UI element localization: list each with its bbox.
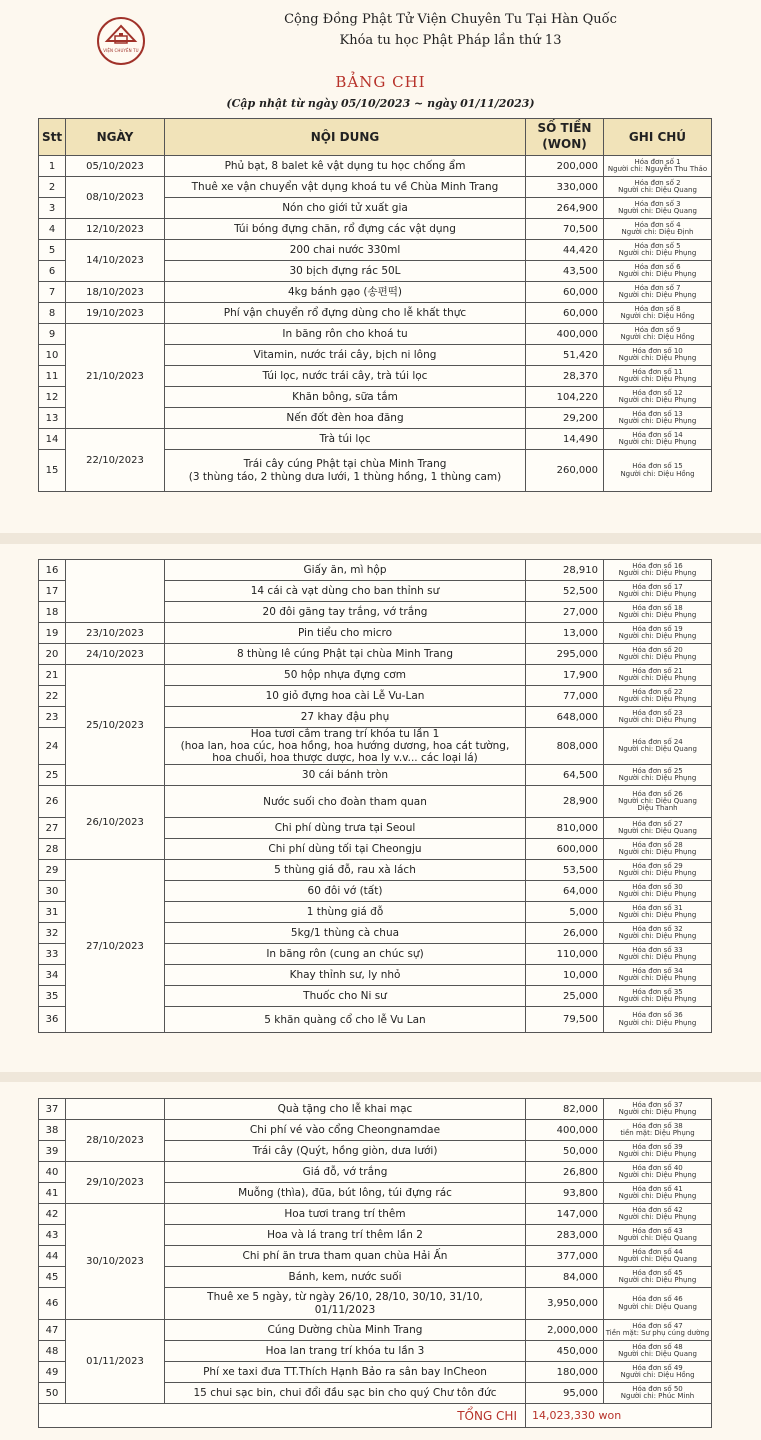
row-content: Vitamin, nước trái cây, bịch ni lông [165,345,526,366]
column-header-stt: Stt [39,119,66,156]
document-title: BẢNG CHI [335,73,426,91]
row-amount: 295,000 [526,644,604,665]
row-date: 05/10/2023 [66,156,165,177]
row-amount: 14,490 [526,429,604,450]
row-content: Túi bóng đựng chăn, rổ đựng các vật dụng [165,219,526,240]
row-note: Hóa đơn số 41 Người chi: Diệu Phụng [604,1183,712,1204]
total-row [39,1404,712,1428]
row-amount: 260,000 [526,450,604,492]
row-number: 40 [39,1162,66,1183]
table-header-row [39,119,712,156]
row-date: 19/10/2023 [66,303,165,324]
row-amount: 60,000 [526,282,604,303]
row-amount: 64,000 [526,881,604,902]
row-note: Hóa đơn số 8 Người chi: Diệu Hồng [604,303,712,324]
row-amount: 29,200 [526,408,604,429]
row-date: 24/10/2023 [66,644,165,665]
row-content: Chi phí dùng tối tại Cheongju [165,839,526,860]
row-content: 20 đôi găng tay trắng, vớ trắng [165,602,526,623]
row-note: Hóa đơn số 27 Người chi: Diệu Quang [604,818,712,839]
row-content: 10 giỏ đựng hoa cài Lễ Vu-Lan [165,686,526,707]
row-amount: 377,000 [526,1246,604,1267]
row-number: 11 [39,366,66,387]
row-content: Giá đỗ, vớ trắng [165,1162,526,1183]
document-subtitle: (Cập nhật từ ngày 05/10/2023 ~ ngày 01/11/2023) [226,97,535,110]
column-header-note: GHI CHÚ [604,119,712,156]
row-number: 20 [39,644,66,665]
table-row [39,429,712,450]
row-content: 4kg bánh gạo (송편떡) [165,282,526,303]
row-amount: 93,800 [526,1183,604,1204]
row-note: Hóa đơn số 34 Người chi: Diệu Phụng [604,965,712,986]
row-content: 30 cái bánh tròn [165,765,526,786]
row-note: Hóa đơn số 2 Người chi: Diệu Quang [604,177,712,198]
row-content: Muỗng (thìa), đũa, bút lông, túi đựng rác [165,1183,526,1204]
row-note: Hóa đơn số 29 Người chi: Diệu Phụng [604,860,712,881]
row-number: 21 [39,665,66,686]
row-amount: 17,900 [526,665,604,686]
row-content: 50 hộp nhựa đựng cơm [165,665,526,686]
column-header-amount: SỐ TIỀN (WON) [526,119,604,156]
row-date: 23/10/2023 [66,623,165,644]
row-note: Hóa đơn số 35 Người chi: Diệu Phụng [604,986,712,1007]
row-note: Hóa đơn số 26 Người chi: Diệu Quang Diệu Thanh [604,786,712,818]
row-number: 12 [39,387,66,408]
row-content: 30 bịch đựng rác 50L [165,261,526,282]
row-number: 2 [39,177,66,198]
row-note: Hóa đơn số 48 Người chi: Diệu Quang [604,1341,712,1362]
row-number: 46 [39,1288,66,1320]
row-content: Trái cây cúng Phật tại chùa Minh Trang (3 thùng táo, 2 thùng dưa lưới, 1 thùng hồng, 1 thùng cam) [165,450,526,492]
row-note: Hóa đơn số 17 Người chi: Diệu Phụng [604,581,712,602]
row-number: 31 [39,902,66,923]
row-content: Thuê xe 5 ngày, từ ngày 26/10, 28/10, 30/10, 31/10, 01/11/2023 [165,1288,526,1320]
row-content: 8 thùng lê cúng Phật tại chùa Minh Trang [165,644,526,665]
row-content: Khay thỉnh sư, ly nhỏ [165,965,526,986]
table-row [39,860,712,881]
row-amount: 79,500 [526,1007,604,1033]
row-amount: 104,220 [526,387,604,408]
row-content: Bánh, kem, nước suối [165,1267,526,1288]
row-number: 18 [39,602,66,623]
row-amount: 26,800 [526,1162,604,1183]
row-amount: 28,370 [526,366,604,387]
row-content: Nến đốt đèn hoa đăng [165,408,526,429]
row-content: Khăn bông, sữa tắm [165,387,526,408]
row-number: 4 [39,219,66,240]
row-amount: 283,000 [526,1225,604,1246]
table-row [39,1204,712,1225]
row-content: Phí xe taxi đưa TT.Thích Hạnh Bảo ra sân bay InCheon [165,1362,526,1383]
row-content: Hoa và lá trang trí thêm lần 2 [165,1225,526,1246]
expense-table-page-1 [38,118,712,492]
table-row [39,177,712,198]
row-amount: 2,000,000 [526,1320,604,1341]
row-number: 22 [39,686,66,707]
row-amount: 84,000 [526,1267,604,1288]
row-content: Chi phí vé vào cổng Cheongnamdae [165,1120,526,1141]
row-amount: 450,000 [526,1341,604,1362]
row-note: Hóa đơn số 9 Người chi: Diệu Hồng [604,324,712,345]
row-content: Quà tặng cho lễ khai mạc [165,1099,526,1120]
row-note: Hóa đơn số 19 Người chi: Diệu Phụng [604,623,712,644]
row-note: Hóa đơn số 38 tiền mặt: Diệu Phụng [604,1120,712,1141]
row-note: Hóa đơn số 3 Người chi: Diệu Quang [604,198,712,219]
row-number: 49 [39,1362,66,1383]
table-row [39,1162,712,1183]
row-note: Hóa đơn số 5 Người chi: Diệu Phụng [604,240,712,261]
row-content: 14 cái cà vạt dùng cho ban thỉnh sư [165,581,526,602]
row-content: Thuốc cho Ni sư [165,986,526,1007]
row-content: Trà túi lọc [165,429,526,450]
table-row [39,282,712,303]
row-date: 30/10/2023 [66,1204,165,1320]
row-number: 43 [39,1225,66,1246]
table-row [39,303,712,324]
course-name: Khóa tu học Phật Pháp lần thứ 13 [339,33,562,48]
row-amount: 5,000 [526,902,604,923]
row-number: 8 [39,303,66,324]
row-content: 5 thùng giá đỗ, rau xà lách [165,860,526,881]
row-date: 26/10/2023 [66,786,165,860]
logo [97,17,145,65]
row-note: Hóa đơn số 36 Người chi: Diệu Phụng [604,1007,712,1033]
row-number: 38 [39,1120,66,1141]
row-amount: 51,420 [526,345,604,366]
row-note: Hóa đơn số 10 Người chi: Diệu Phụng [604,345,712,366]
row-number: 9 [39,324,66,345]
row-content: Giấy ăn, mì hộp [165,560,526,581]
row-content: Túi lọc, nước trái cây, trà túi lọc [165,366,526,387]
row-amount: 50,000 [526,1141,604,1162]
row-number: 42 [39,1204,66,1225]
row-number: 16 [39,560,66,581]
row-note: Hóa đơn số 20 Người chi: Diệu Phụng [604,644,712,665]
row-amount: 180,000 [526,1362,604,1383]
row-number: 6 [39,261,66,282]
row-note: Hóa đơn số 4 Người chi: Diệu Định [604,219,712,240]
org-name: Cộng Đồng Phật Tử Viện Chuyên Tu Tại Hàn Quốc [284,12,617,27]
row-amount: 200,000 [526,156,604,177]
row-number: 7 [39,282,66,303]
row-amount: 95,000 [526,1383,604,1404]
row-number: 35 [39,986,66,1007]
row-amount: 10,000 [526,965,604,986]
column-header-content: NỘI DUNG [165,119,526,156]
row-note: Hóa đơn số 45 Người chi: Diệu Phụng [604,1267,712,1288]
row-content: Nước suối cho đoàn tham quan [165,786,526,818]
row-amount: 648,000 [526,707,604,728]
row-amount: 147,000 [526,1204,604,1225]
row-amount: 82,000 [526,1099,604,1120]
row-note: Hóa đơn số 44 Người chi: Diệu Quang [604,1246,712,1267]
row-number: 32 [39,923,66,944]
row-note: Hóa đơn số 16 Người chi: Diệu Phụng [604,560,712,581]
row-content: Chi phí ăn trưa tham quan chùa Hải Ấn [165,1246,526,1267]
row-number: 13 [39,408,66,429]
row-amount: 28,910 [526,560,604,581]
row-date: 27/10/2023 [66,860,165,1033]
row-amount: 44,420 [526,240,604,261]
row-number: 37 [39,1099,66,1120]
table-row [39,644,712,665]
row-date [66,1099,165,1120]
row-date: 25/10/2023 [66,665,165,786]
row-date: 14/10/2023 [66,240,165,282]
row-content: Cúng Dường chùa Minh Trang [165,1320,526,1341]
row-date: 18/10/2023 [66,282,165,303]
row-amount: 53,500 [526,860,604,881]
row-note: Hóa đơn số 11 Người chi: Diệu Phụng [604,366,712,387]
logo-text: VIỆN CHUYÊN TU [103,48,139,53]
row-amount: 64,500 [526,765,604,786]
row-number: 50 [39,1383,66,1404]
row-content: In băng rôn cho khoá tu [165,324,526,345]
row-amount: 27,000 [526,602,604,623]
row-number: 44 [39,1246,66,1267]
row-note: Hóa đơn số 23 Người chi: Diệu Phụng [604,707,712,728]
row-date: 22/10/2023 [66,429,165,492]
row-amount: 600,000 [526,839,604,860]
row-amount: 400,000 [526,324,604,345]
row-amount: 77,000 [526,686,604,707]
row-date: 29/10/2023 [66,1162,165,1204]
row-date: 28/10/2023 [66,1120,165,1162]
row-date: 08/10/2023 [66,177,165,219]
temple-icon [99,19,143,63]
row-number: 34 [39,965,66,986]
row-amount: 60,000 [526,303,604,324]
row-note: Hóa đơn số 24 Người chi: Diệu Quang [604,728,712,765]
row-number: 29 [39,860,66,881]
row-number: 5 [39,240,66,261]
row-amount: 330,000 [526,177,604,198]
row-content: Nón cho giới tử xuất gia [165,198,526,219]
row-number: 15 [39,450,66,492]
row-number: 19 [39,623,66,644]
table-row [39,1320,712,1341]
row-number: 47 [39,1320,66,1341]
table-row [39,156,712,177]
total-label: TỔNG CHI [39,1404,526,1428]
table-row [39,219,712,240]
row-content: Hoa lan trang trí khóa tu lần 3 [165,1341,526,1362]
row-number: 1 [39,156,66,177]
table-row [39,665,712,686]
row-amount: 810,000 [526,818,604,839]
row-amount: 28,900 [526,786,604,818]
row-note: Hóa đơn số 28 Người chi: Diệu Phụng [604,839,712,860]
table-row [39,324,712,345]
row-number: 10 [39,345,66,366]
table-row [39,786,712,818]
row-note: Hóa đơn số 30 Người chi: Diệu Phụng [604,881,712,902]
total-value: 14,023,330 won [526,1404,712,1428]
row-number: 3 [39,198,66,219]
row-note: Hóa đơn số 12 Người chi: Diệu Phụng [604,387,712,408]
row-number: 30 [39,881,66,902]
row-note: Hóa đơn số 6 Người chi: Diệu Phụng [604,261,712,282]
row-number: 36 [39,1007,66,1033]
row-amount: 3,950,000 [526,1288,604,1320]
row-note: Hóa đơn số 46 Người chi: Diệu Quang [604,1288,712,1320]
row-number: 45 [39,1267,66,1288]
row-content: Phí vận chuyển rổ đựng dùng cho lễ khất thực [165,303,526,324]
row-number: 39 [39,1141,66,1162]
row-note: Hóa đơn số 43 Người chi: Diệu Quang [604,1225,712,1246]
row-date: 21/10/2023 [66,324,165,429]
row-content: 27 khay đậu phụ [165,707,526,728]
row-number: 41 [39,1183,66,1204]
row-date [66,560,165,623]
row-number: 17 [39,581,66,602]
row-content: Chi phí dùng trưa tại Seoul [165,818,526,839]
row-note: Hóa đơn số 32 Người chi: Diệu Phụng [604,923,712,944]
table-row [39,623,712,644]
row-content: 5kg/1 thùng cà chua [165,923,526,944]
row-content: Phủ bạt, 8 balet kê vật dụng tu học chống ẩm [165,156,526,177]
row-number: 14 [39,429,66,450]
row-number: 26 [39,786,66,818]
row-number: 23 [39,707,66,728]
row-note: Hóa đơn số 31 Người chi: Diệu Phụng [604,902,712,923]
row-content: Pin tiểu cho micro [165,623,526,644]
row-amount: 25,000 [526,986,604,1007]
table-row [39,1099,712,1120]
row-amount: 13,000 [526,623,604,644]
column-header-date: NGÀY [66,119,165,156]
row-note: Hóa đơn số 25 Người chi: Diệu Phụng [604,765,712,786]
row-note: Hóa đơn số 18 Người chi: Diệu Phụng [604,602,712,623]
row-note: Hóa đơn số 1 Người chi: Nguyễn Thu Thảo [604,156,712,177]
row-date: 01/11/2023 [66,1320,165,1404]
row-amount: 400,000 [526,1120,604,1141]
row-note: Hóa đơn số 50 Người chi: Phúc Minh [604,1383,712,1404]
row-note: Hóa đơn số 13 Người chi: Diệu Phụng [604,408,712,429]
expense-table-page-3 [38,1098,712,1428]
row-content: Trái cây (Quýt, hồng giòn, dưa lưới) [165,1141,526,1162]
row-note: Hóa đơn số 14 Người chi: Diệu Phụng [604,429,712,450]
row-note: Hóa đơn số 21 Người chi: Diệu Phụng [604,665,712,686]
row-amount: 110,000 [526,944,604,965]
row-amount: 264,900 [526,198,604,219]
row-amount: 52,500 [526,581,604,602]
row-content: Thuê xe vận chuyển vật dụng khoá tu về Chùa Minh Trang [165,177,526,198]
table-row [39,560,712,581]
row-number: 27 [39,818,66,839]
row-note: Hóa đơn số 40 Người chi: Diệu Phụng [604,1162,712,1183]
row-amount: 808,000 [526,728,604,765]
table-row [39,1120,712,1141]
row-content: Hoa tươi trang trí thêm [165,1204,526,1225]
row-number: 24 [39,728,66,765]
row-note: Hóa đơn số 22 Người chi: Diệu Phụng [604,686,712,707]
table-row [39,240,712,261]
row-content: 1 thùng giá đỗ [165,902,526,923]
row-number: 48 [39,1341,66,1362]
row-content: Hoa tươi cắm trang trí khóa tu lần 1 (hoa lan, hoa cúc, hoa hồng, hoa hướng dương, hoa cát tường, hoa chuối, hoa thược dược, hoa ly v.v... các loại lá) [165,728,526,765]
row-content: 15 chui sạc bin, chui đổi đầu sạc bin cho quý Chư tôn đức [165,1383,526,1404]
row-content: In băng rôn (cung an chúc sự) [165,944,526,965]
row-note: Hóa đơn số 49 Người chi: Diệu Hồng [604,1362,712,1383]
row-note: Hóa đơn số 47 Tiền mặt: Sư phụ cúng dường [604,1320,712,1341]
row-number: 28 [39,839,66,860]
expense-table-page-2 [38,559,712,1033]
row-content: 5 khăn quàng cổ cho lễ Vu Lan [165,1007,526,1033]
row-note: Hóa đơn số 33 Người chi: Diệu Phụng [604,944,712,965]
row-date: 12/10/2023 [66,219,165,240]
row-note: Hóa đơn số 39 Người chi: Diệu Phụng [604,1141,712,1162]
row-note: Hóa đơn số 37 Người chi: Diệu Phụng [604,1099,712,1120]
row-amount: 26,000 [526,923,604,944]
row-content: 60 đôi vớ (tất) [165,881,526,902]
row-note: Hóa đơn số 7 Người chi: Diệu Phụng [604,282,712,303]
row-number: 25 [39,765,66,786]
row-number: 33 [39,944,66,965]
row-amount: 43,500 [526,261,604,282]
row-note: Hóa đơn số 15 Người chi: Diệu Hồng [604,450,712,492]
row-amount: 70,500 [526,219,604,240]
row-note: Hóa đơn số 42 Người chi: Diệu Phụng [604,1204,712,1225]
row-content: 200 chai nước 330ml [165,240,526,261]
